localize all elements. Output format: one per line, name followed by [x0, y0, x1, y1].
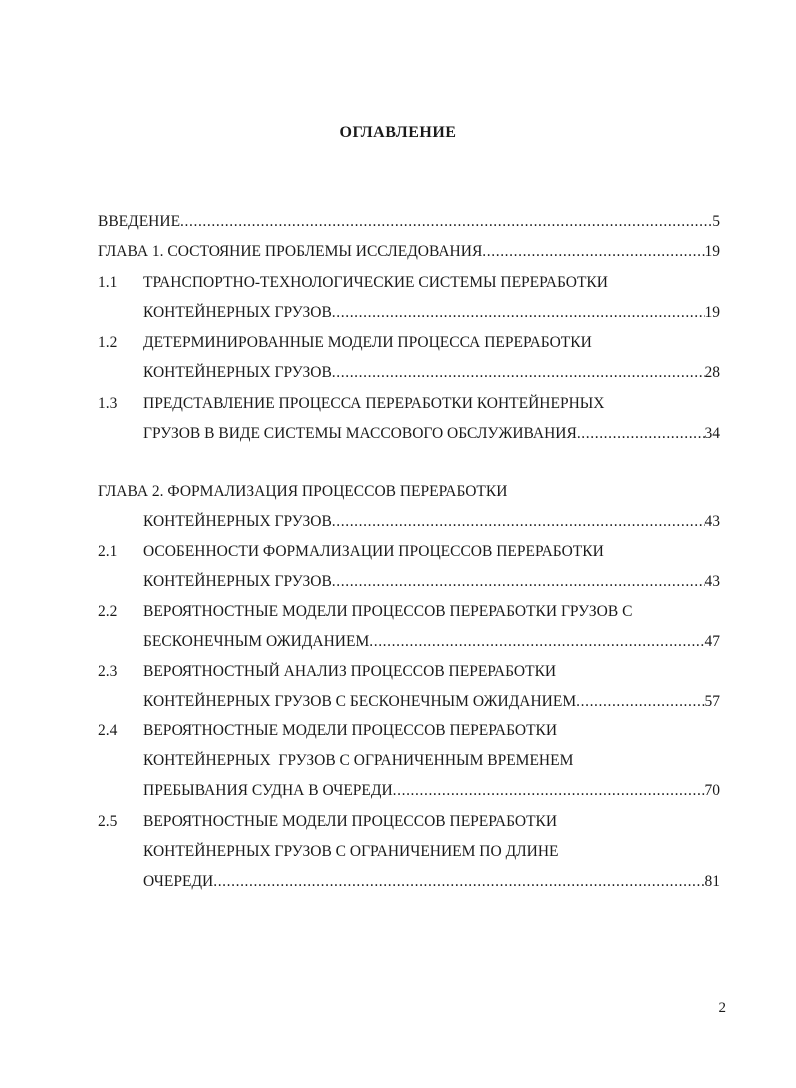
toc-page-number: 70: [704, 782, 720, 799]
toc-entry-2-3-line1: [143, 660, 720, 684]
toc-entry-text: КОНТЕЙНЕРНЫХ ГРУЗОВ С ОГРАНИЧЕННЫМ ВРЕМЕНЕМ: [143, 752, 574, 769]
toc-entry-1-2-line1: [143, 331, 720, 355]
section-number: 2.1: [98, 543, 118, 560]
dot-leader: [482, 240, 704, 264]
dot-leader: [576, 690, 704, 714]
toc-title: ОГЛАВЛЕНИЕ: [339, 124, 457, 141]
dot-leader: [369, 630, 704, 654]
toc-entry-2-5[interactable]: [143, 870, 720, 894]
toc-entry-2-5-line1: [143, 810, 720, 834]
toc-entry-text: ОСОБЕННОСТИ ФОРМАЛИЗАЦИИ ПРОЦЕССОВ ПЕРЕРАБОТКИ: [143, 543, 604, 560]
toc-page-number: 81: [704, 873, 720, 890]
toc-page-number: 57: [704, 693, 720, 710]
toc-entry-1-1-line1: [143, 271, 720, 295]
toc-entry-text: КОНТЕЙНЕРНЫХ ГРУЗОВ: [143, 364, 332, 381]
toc-entry-text: БЕСКОНЕЧНЫМ ОЖИДАНИЕМ: [143, 633, 370, 650]
toc-entry-text: ПРЕБЫВАНИЯ СУДНА В ОЧЕРЕДИ: [143, 782, 393, 799]
toc-entry-text: КОНТЕЙНЕРНЫХ ГРУЗОВ С ОГРАНИЧЕНИЕМ ПО ДЛИНЕ: [143, 843, 559, 860]
toc-entry-1-1[interactable]: [143, 301, 720, 325]
toc-page-number: 43: [704, 513, 720, 530]
toc-entry-text: ВЕРОЯТНОСТНЫЕ МОДЕЛИ ПРОЦЕССОВ ПЕРЕРАБОТКИ: [143, 813, 558, 830]
toc-entry-text: КОНТЕЙНЕРНЫХ ГРУЗОВ: [143, 573, 332, 590]
toc-entry-text: КОНТЕЙНЕРНЫХ ГРУЗОВ С БЕСКОНЕЧНЫМ ОЖИДАНИЕМ: [143, 693, 577, 710]
toc-entry-intro[interactable]: [98, 210, 720, 234]
dot-leader: [332, 570, 705, 594]
toc-entry-text: ГРУЗОВ В ВИДЕ СИСТЕМЫ МАССОВОГО ОБСЛУЖИВАНИЯ: [143, 425, 577, 442]
dot-leader: [213, 870, 704, 894]
section-number: 1.1: [98, 274, 118, 291]
toc-entry-text: ОЧЕРЕДИ: [143, 873, 214, 890]
toc-entry-text: ВЕРОЯТНОСТНЫЕ МОДЕЛИ ПРОЦЕССОВ ПЕРЕРАБОТКИ ГРУЗОВ С: [143, 603, 633, 620]
toc-entry-2-2[interactable]: [143, 630, 720, 654]
toc-entry-1-3[interactable]: [143, 422, 720, 446]
dot-leader: [180, 210, 712, 234]
dot-leader: [332, 361, 705, 385]
page-number: 2: [718, 1000, 726, 1016]
dot-leader: [332, 510, 705, 534]
toc-entry-text: ПРЕДСТАВЛЕНИЕ ПРОЦЕССА ПЕРЕРАБОТКИ КОНТЕЙНЕРНЫХ: [143, 395, 605, 412]
toc-page-number: 34: [704, 425, 720, 442]
toc-page-number: 28: [704, 364, 720, 381]
toc-entry-text: ТРАНСПОРТНО-ТЕХНОЛОГИЧЕСКИЕ СИСТЕМЫ ПЕРЕРАБОТКИ: [143, 274, 608, 291]
toc-entry-chapter-2-line1: [98, 480, 720, 504]
toc-entry-text: ВЕРОЯТНОСТНЫЕ МОДЕЛИ ПРОЦЕССОВ ПЕРЕРАБОТКИ: [143, 722, 558, 739]
toc-entry-2-1[interactable]: [143, 570, 720, 594]
toc-entry-chapter-2[interactable]: [143, 510, 720, 534]
toc-page-number: 19: [704, 304, 720, 321]
toc-entry-2-3[interactable]: [143, 690, 720, 714]
toc-entry-chapter-1[interactable]: [98, 240, 720, 264]
toc-entry-text: ГЛАВА 1. СОСТОЯНИЕ ПРОБЛЕМЫ ИССЛЕДОВАНИЯ: [98, 243, 483, 260]
toc-entry-2-4-line1: [143, 719, 720, 743]
toc-entry-text: ВВЕДЕНИЕ: [98, 213, 181, 230]
toc-entry-1-2[interactable]: [143, 361, 720, 385]
toc-entry-text: ВЕРОЯТНОСТНЫЙ АНАЛИЗ ПРОЦЕССОВ ПЕРЕРАБОТКИ: [143, 663, 557, 680]
dot-leader: [577, 422, 705, 446]
toc-entry-2-5-line2: [143, 840, 720, 864]
dot-leader: [332, 301, 705, 325]
toc-page-number: 47: [704, 633, 720, 650]
section-number: 2.3: [98, 663, 118, 680]
toc-entry-2-1-line1: [143, 540, 720, 564]
section-number: 1.3: [98, 395, 118, 412]
section-number: 2.2: [98, 603, 118, 620]
dot-leader: [393, 779, 705, 803]
toc-entry-1-3-line1: [143, 392, 720, 416]
toc-entry-2-2-line1: [143, 600, 720, 624]
toc-page-number: 43: [704, 573, 720, 590]
toc-entry-text: ГЛАВА 2. ФОРМАЛИЗАЦИЯ ПРОЦЕССОВ ПЕРЕРАБОТКИ: [98, 483, 508, 500]
toc-entry-text: ДЕТЕРМИНИРОВАННЫЕ МОДЕЛИ ПРОЦЕССА ПЕРЕРАБОТКИ: [143, 334, 592, 351]
section-number: 2.4: [98, 722, 118, 739]
toc-entry-text: КОНТЕЙНЕРНЫХ ГРУЗОВ: [143, 513, 332, 530]
toc-page-number: 19: [704, 243, 720, 260]
section-number: 2.5: [98, 813, 118, 830]
toc-entry-2-4[interactable]: [143, 779, 720, 803]
toc-entry-2-4-line2: [143, 749, 720, 773]
section-number: 1.2: [98, 334, 118, 351]
toc-page-number: 5: [712, 213, 720, 230]
toc-entry-text: КОНТЕЙНЕРНЫХ ГРУЗОВ: [143, 304, 332, 321]
